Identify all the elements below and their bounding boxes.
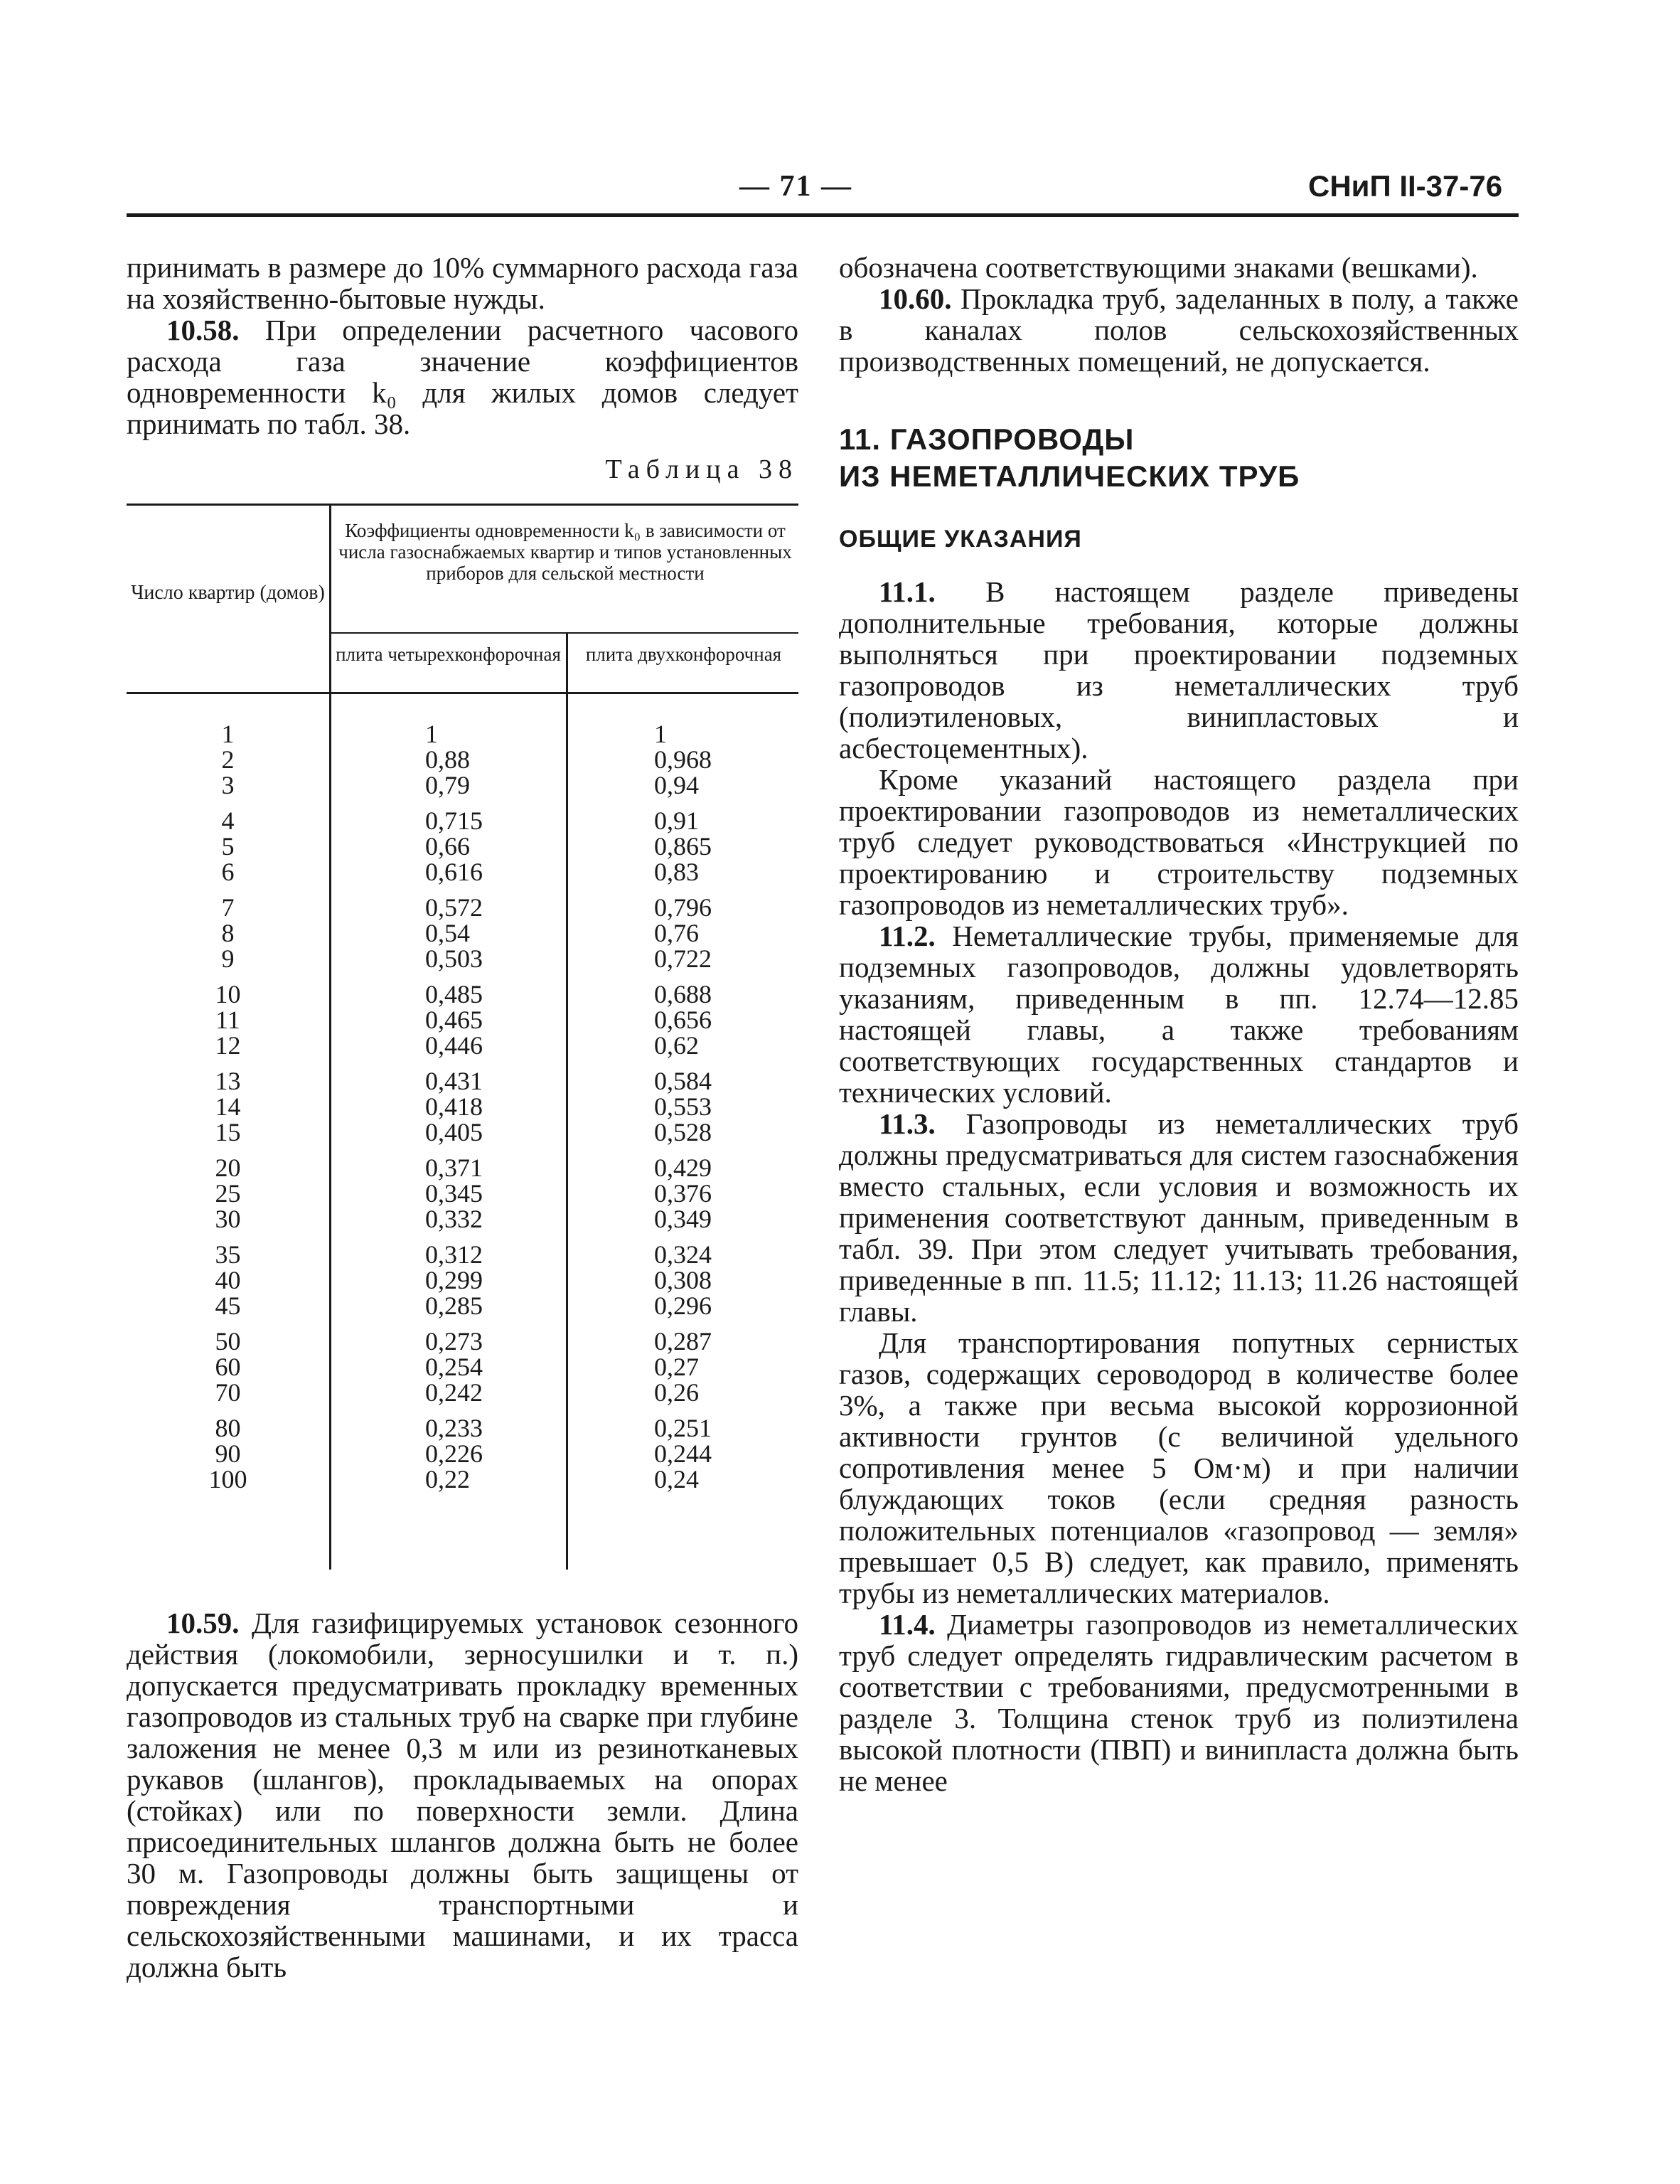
table-row — [127, 1181, 798, 1206]
cell-two-burner: 0,244 — [654, 1439, 712, 1468]
clause-number: 11.2. — [879, 920, 936, 952]
cell-four-burner: 0,332 — [425, 1205, 483, 1233]
cell-four-burner: 0,371 — [425, 1154, 483, 1182]
header-divider — [331, 632, 798, 634]
table-row — [127, 833, 798, 859]
cell-apartments: 4 — [221, 806, 235, 835]
cell-four-burner: 0,22 — [425, 1465, 470, 1493]
cell-apartments: 45 — [215, 1291, 241, 1320]
cell-four-burner: 0,254 — [425, 1353, 483, 1381]
cell-apartments: 1 — [221, 720, 235, 748]
header-rule — [127, 213, 1519, 217]
header-apartments: Число квартир (домов) — [131, 582, 325, 604]
clause-text: В настоящем разделе приведены дополнительные требования, которые должны выполняться при проектировании подземных газопроводов из неметаллических труб (полиэтиленовых, винипластовых и асбестоцементных). — [839, 575, 1519, 765]
cell-two-burner: 0,287 — [654, 1327, 712, 1355]
table-38 — [127, 504, 798, 1567]
cell-apartments: 60 — [215, 1353, 241, 1381]
clause-number: 10.60. — [879, 282, 952, 315]
table-row — [127, 946, 798, 971]
cell-two-burner: 0,76 — [654, 919, 699, 947]
cell-four-burner: 0,431 — [425, 1067, 483, 1095]
table-row — [127, 1068, 798, 1094]
table-row-group — [127, 1068, 798, 1145]
table-body — [127, 694, 798, 1567]
table-row — [127, 1033, 798, 1058]
table-row — [127, 1155, 798, 1181]
paragraph-10-60 — [839, 283, 1519, 377]
table-row — [127, 1119, 798, 1145]
table-row — [127, 1267, 798, 1293]
clause-number: 10.58. — [166, 314, 240, 346]
cell-apartments: 13 — [215, 1067, 241, 1095]
cell-apartments: 7 — [221, 893, 235, 922]
clause-text: Неметаллические трубы, применяемые для подземных газопроводов, должны удовлетворять указаниям, приведенным в пп. 12.74—12.85 настоящей главы, а также требованиям соответствующих государственных стандартов и технических условий. — [839, 920, 1519, 1109]
cell-two-burner: 0,429 — [654, 1154, 712, 1182]
cell-four-burner: 0,446 — [425, 1031, 483, 1060]
cell-four-burner: 0,715 — [425, 806, 483, 835]
paragraph-11-1 — [839, 576, 1519, 764]
paragraph-11-3-cont: Для транспортирования попутных сернистых газов, содержащих сероводород в количестве более 3%, а также при весьма высокой коррозионной активности грунтов (с величиной удельного сопротивления менее 5 Ом·м) и при наличии блуждающих токов (если средняя разность положительных потенциалов «газопровод — земля» превышает 0,5 В) следует, как правило, применять трубы из неметаллических материалов. — [839, 1326, 1519, 1609]
cell-four-burner: 0,273 — [425, 1327, 483, 1355]
cell-four-burner: 0,465 — [425, 1006, 483, 1034]
cell-four-burner: 0,285 — [425, 1291, 483, 1320]
table-row — [127, 1328, 798, 1354]
cell-two-burner: 0,324 — [654, 1240, 712, 1269]
cell-apartments: 9 — [221, 944, 235, 973]
cell-two-burner: 0,27 — [654, 1353, 699, 1381]
cell-two-burner: 0,62 — [654, 1031, 699, 1060]
cell-apartments: 6 — [221, 858, 235, 886]
cell-two-burner: 0,968 — [654, 745, 712, 774]
cell-four-burner: 0,485 — [425, 980, 483, 1008]
table-row-group — [127, 981, 798, 1058]
cell-apartments: 100 — [208, 1465, 247, 1493]
cell-four-burner: 0,233 — [425, 1414, 483, 1442]
cell-four-burner: 1 — [425, 720, 438, 748]
table-row-group — [127, 1415, 798, 1492]
clause-number: 10.59. — [166, 1607, 240, 1639]
table-row-group — [127, 721, 798, 798]
table-row — [127, 1242, 798, 1267]
cell-apartments: 70 — [215, 1378, 241, 1407]
section-title-line-1: 11. ГАЗОПРОВОДЫ — [839, 422, 1135, 456]
table-row — [127, 1206, 798, 1232]
table-row — [127, 808, 798, 833]
clause-number: 11.4. — [879, 1608, 936, 1641]
cell-apartments: 12 — [215, 1031, 241, 1060]
table-row — [127, 920, 798, 946]
cell-four-burner: 0,88 — [425, 745, 470, 774]
cell-apartments: 40 — [215, 1266, 241, 1294]
cell-apartments: 5 — [221, 832, 235, 861]
cell-four-burner: 0,242 — [425, 1378, 483, 1407]
table-row — [127, 1415, 798, 1441]
cell-apartments: 30 — [215, 1205, 241, 1233]
table-vertical-rule-2 — [566, 632, 568, 1570]
cell-four-burner: 0,405 — [425, 1118, 483, 1146]
cell-four-burner: 0,66 — [425, 832, 470, 861]
cell-apartments: 10 — [215, 980, 241, 1008]
cell-two-burner: 0,553 — [654, 1092, 712, 1121]
cell-apartments: 11 — [215, 1006, 240, 1034]
cell-two-burner: 0,584 — [654, 1067, 712, 1095]
clause-text: Диаметры газопроводов из неметаллических труб следует определять гидравлическим расчетом в соответствии с требованиями, предусмотренными в разделе 3. Толщина стенок труб из полиэтилена высокой плотности (ПВП) и винипласта должна быть не менее — [839, 1608, 1519, 1797]
table-row — [127, 747, 798, 772]
cell-apartments: 80 — [215, 1414, 241, 1442]
table-row — [127, 1380, 798, 1405]
table-row — [127, 859, 798, 885]
cell-two-burner: 0,24 — [654, 1465, 699, 1493]
cell-two-burner: 0,94 — [654, 771, 699, 799]
clause-text: При определении расчетного часового расхода газа значение коэффициентов одновременности k₀ для жилых домов следует принимать по табл. 38. — [127, 314, 798, 440]
paragraph-11-1-cont: Кроме указаний настоящего раздела при проектировании газопроводов из неметаллических труб следует руководствоваться «Инструкцией по проектированию и строительству подземных газопроводов из неметаллических труб». — [839, 763, 1519, 921]
left-column — [127, 252, 798, 1983]
paragraph-11-4 — [839, 1609, 1519, 1796]
section-title — [839, 421, 1519, 495]
cell-four-burner: 0,299 — [425, 1266, 483, 1294]
cell-apartments: 15 — [215, 1118, 241, 1146]
clause-text: Газопроводы из неметаллических труб должны предусматриваться для систем газоснабжения вместо стальных, если условия и возможность их применения соответствуют данным, приведенным в табл. 39. При этом следует учитывать требования, приведенные в пп. 11.5; 11.12; 11.13; 11.26 настоящей главы. — [839, 1107, 1519, 1328]
paragraph-continuation: обозначена соответствующими знаками (вешками). — [839, 251, 1478, 284]
header-coefficients-group: Коэффициенты одновременности k₀ в зависимости от числа газоснабжаемых квартир и типов установленных приборов для сельской местности — [338, 520, 792, 584]
page-number: — 71 — — [739, 170, 852, 203]
cell-four-burner: 0,572 — [425, 893, 483, 922]
table-header — [127, 506, 798, 694]
cell-two-burner: 0,796 — [654, 893, 712, 922]
cell-four-burner: 0,312 — [425, 1240, 483, 1269]
cell-apartments: 35 — [215, 1240, 241, 1269]
header-four-burner: плита четырехконфорочная — [336, 644, 561, 665]
subsection-title: ОБЩИЕ УКАЗАНИЯ — [839, 526, 1082, 553]
table-row — [127, 772, 798, 798]
table-row — [127, 1293, 798, 1319]
paragraph-11-2 — [839, 920, 1519, 1108]
table-row — [127, 1441, 798, 1466]
cell-four-burner: 0,418 — [425, 1092, 483, 1121]
table-row — [127, 721, 798, 747]
cell-two-burner: 0,376 — [654, 1179, 712, 1208]
document-id: СНиП II-37-76 — [1308, 169, 1503, 203]
paragraph-10-59 — [127, 1607, 798, 1983]
table-row — [127, 1007, 798, 1033]
paragraph-11-3 — [839, 1108, 1519, 1327]
table-row — [127, 1466, 798, 1492]
cell-two-burner: 0,296 — [654, 1291, 712, 1320]
cell-apartments: 50 — [215, 1327, 241, 1355]
table-row — [127, 895, 798, 920]
clause-text: Для газифицируемых установок сезонного действия (локомобили, зерносушилки и т. п.) допускается предусматривать прокладку временных газопроводов из стальных труб на сварке при глубине заложения не менее 0,3 м или из резинотканевых рукавов (шлангов), прокладываемых на опорах (стойках) или по поверхности земли. Длина присоединительных шлангов должна быть не более 30 м. Газопроводы должны быть защищены от повреждения транспортными и сельскохозяйственными машинами, и их трасса должна быть — [127, 1607, 798, 1983]
paragraph-10-58 — [127, 314, 798, 440]
table-row-group — [127, 808, 798, 885]
cell-four-burner: 0,345 — [425, 1179, 483, 1208]
cell-two-burner: 0,349 — [654, 1205, 712, 1233]
cell-two-burner: 0,251 — [654, 1414, 712, 1442]
table-row-group — [127, 895, 798, 971]
cell-two-burner: 0,528 — [654, 1118, 712, 1146]
right-column — [839, 252, 1519, 1796]
cell-two-burner: 0,688 — [654, 980, 712, 1008]
cell-two-burner: 0,308 — [654, 1266, 712, 1294]
paragraph-intro: принимать в размере до 10% суммарного расхода газа на хозяйственно-бытовые нужды. — [127, 251, 798, 315]
cell-four-burner: 0,503 — [425, 944, 483, 973]
cell-two-burner: 0,83 — [654, 858, 699, 886]
cell-two-burner: 0,656 — [654, 1006, 712, 1034]
clause-number: 11.1. — [879, 575, 936, 608]
table-vertical-rule-1 — [329, 506, 331, 1570]
table-row — [127, 981, 798, 1007]
table-row-group — [127, 1242, 798, 1319]
cell-two-burner: 0,26 — [654, 1378, 699, 1407]
cell-four-burner: 0,54 — [425, 919, 470, 947]
clause-number: 11.3. — [879, 1107, 936, 1140]
cell-apartments: 25 — [215, 1179, 241, 1208]
cell-two-burner: 1 — [654, 720, 667, 748]
section-title-line-2: ИЗ НЕМЕТАЛЛИЧЕСКИХ ТРУБ — [839, 459, 1300, 493]
cell-apartments: 90 — [215, 1439, 241, 1468]
table-row — [127, 1094, 798, 1119]
cell-apartments: 14 — [215, 1092, 241, 1121]
cell-apartments: 8 — [221, 919, 235, 947]
table-row-group — [127, 1155, 798, 1232]
header-two-burner: плита двухконфорочная — [585, 644, 782, 665]
cell-two-burner: 0,722 — [654, 944, 712, 973]
cell-two-burner: 0,865 — [654, 832, 712, 861]
cell-two-burner: 0,91 — [654, 806, 699, 835]
table-row-group — [127, 1328, 798, 1405]
cell-apartments: 3 — [221, 771, 235, 799]
cell-four-burner: 0,226 — [425, 1439, 483, 1468]
clause-text: Прокладка труб, заделанных в полу, а также в каналах полов сельскохозяйственных производственных помещений, не допускается. — [839, 282, 1519, 378]
cell-four-burner: 0,79 — [425, 771, 470, 799]
cell-apartments: 20 — [215, 1154, 241, 1182]
cell-apartments: 2 — [221, 745, 235, 774]
cell-four-burner: 0,616 — [425, 858, 483, 886]
table-row — [127, 1354, 798, 1380]
table-caption: Таблица 38 — [605, 454, 798, 484]
